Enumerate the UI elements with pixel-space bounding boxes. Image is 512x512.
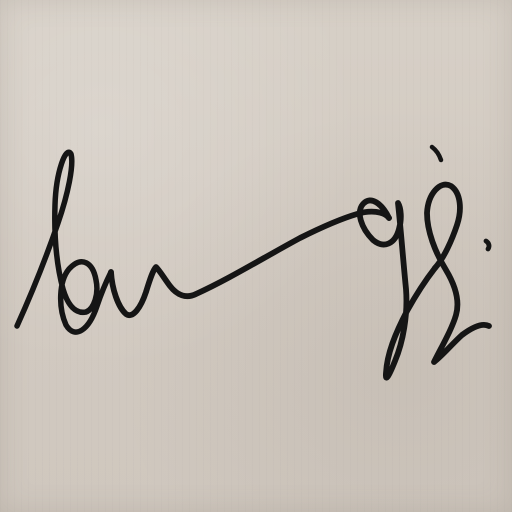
signature-stroke-initial: [17, 152, 111, 332]
signature-stroke-u-and-sweep: [111, 212, 389, 315]
signature-dot-mark: [486, 241, 489, 249]
signature-stroke-final: [427, 185, 489, 362]
signature-accent-mark: [432, 147, 441, 160]
signature-stroke-g: [360, 200, 435, 377]
